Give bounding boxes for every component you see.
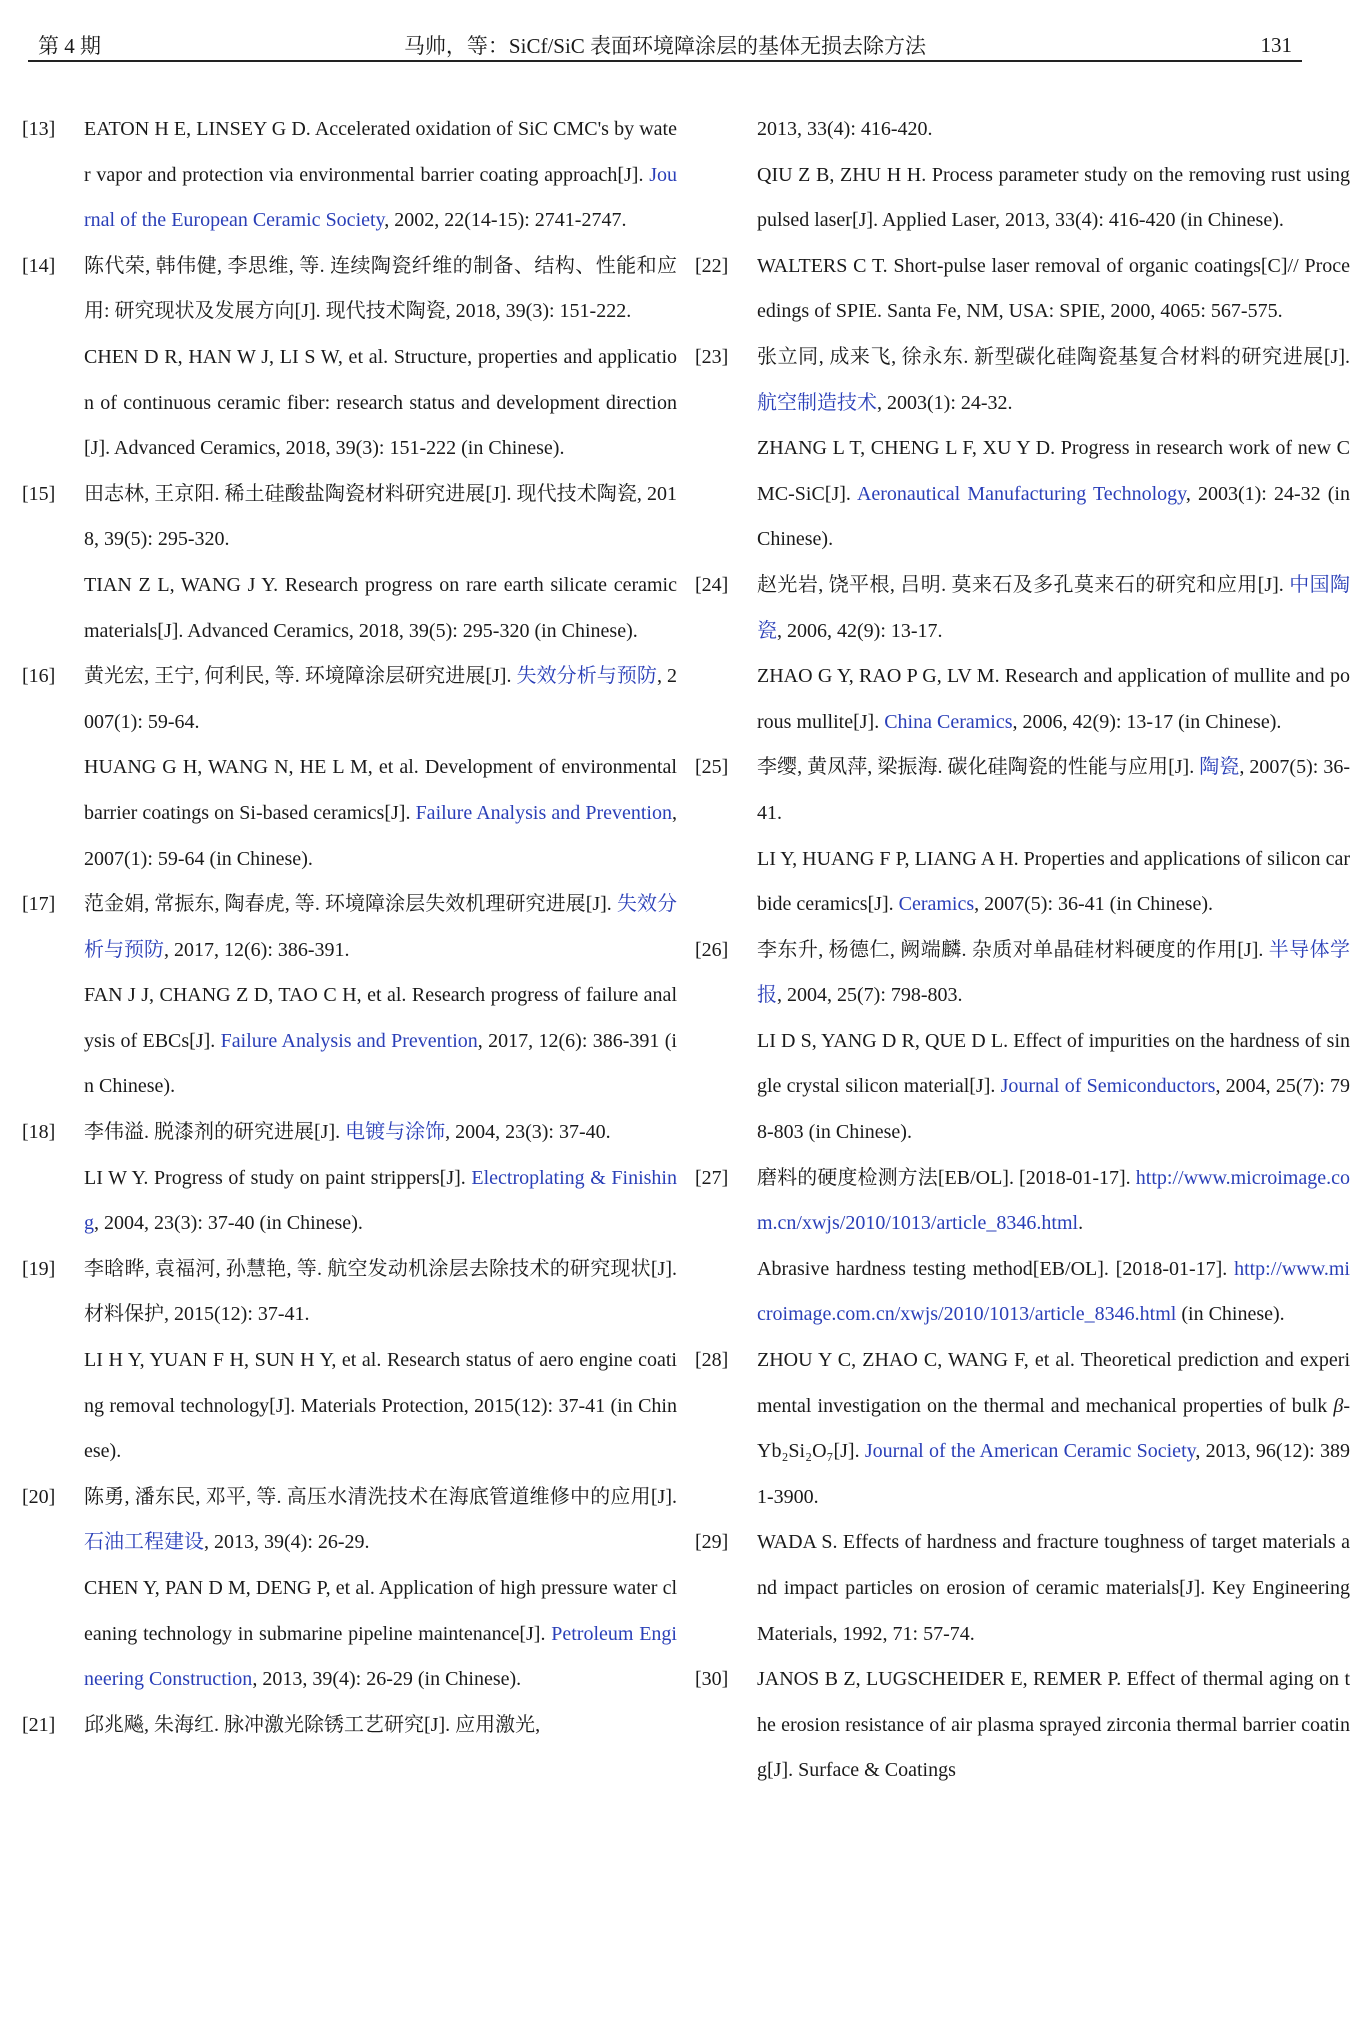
reference-entry bbox=[22, 472, 677, 654]
reference-number: [26] bbox=[695, 938, 729, 961]
issue-number: 第 4 期 bbox=[38, 34, 101, 58]
reference-entry bbox=[22, 1247, 677, 1475]
journal-link[interactable]: Journal of the European Ceramic Society bbox=[84, 163, 677, 232]
reference-entry bbox=[695, 745, 1350, 927]
reference-number: [21] bbox=[22, 1713, 56, 1736]
reference-text: WADA S. Effects of hardness and fracture toughness of target materials and impact particles on erosion of ceramic materials[J]. Key Engineering Materials, 1992, 71: 57-74. bbox=[757, 1531, 1350, 1645]
reference-entry bbox=[695, 244, 1350, 335]
reference-body bbox=[84, 107, 677, 244]
reference-number: [14] bbox=[22, 254, 56, 277]
journal-link[interactable]: 石油工程建设 bbox=[84, 1531, 204, 1554]
reference-text: 李东升, 杨德仁, 阙端麟. 杂质对单晶硅材料硬度的作用[J]. 半导体学报, 2004, 25(7): 798-803. bbox=[757, 938, 1350, 1007]
reference-text: 赵光岩, 饶平根, 吕明. 莫来石及多孔莫来石的研究和应用[J]. 中国陶瓷, 2006, 42(9): 13-17. bbox=[757, 573, 1350, 642]
reference-body bbox=[757, 1156, 1350, 1338]
reference-number: [15] bbox=[22, 482, 56, 505]
reference-entry bbox=[695, 1657, 1350, 1794]
reference-translation: ZHAO G Y, RAO P G, LV M. Research and application of mullite and porous mullite[J]. China Ceramics, 2006, 42(9): 13-17 (in Chinese). bbox=[757, 665, 1350, 733]
journal-link[interactable]: http://www.microimage.com.cn/xwjs/2010/1013/article_8346.html bbox=[757, 1166, 1350, 1235]
journal-link[interactable]: Failure Analysis and Prevention bbox=[415, 801, 672, 824]
reference-translation: LI H Y, YUAN F H, SUN H Y, et al. Research status of aero engine coating removal technology[J]. Materials Protection, 2015(12): 37-41 (in Chinese). bbox=[84, 1349, 677, 1463]
reference-entry bbox=[695, 335, 1350, 563]
reference-number: [25] bbox=[695, 756, 729, 779]
reference-number: [20] bbox=[22, 1485, 56, 1508]
reference-text: WALTERS C T. Short-pulse laser removal of organic coatings[C]// Proceedings of SPIE. Santa Fe, NM, USA: SPIE, 2000, 4065: 567-575. bbox=[757, 254, 1350, 323]
reference-number: [28] bbox=[695, 1349, 729, 1372]
journal-link[interactable]: http://www.microimage.com.cn/xwjs/2010/1013/article_8346.html bbox=[757, 1257, 1350, 1326]
reference-entry bbox=[22, 244, 677, 472]
reference-body bbox=[84, 1110, 677, 1247]
reference-number: [16] bbox=[22, 665, 56, 688]
reference-translation: HUANG G H, WANG N, HE L M, et al. Development of environmental barrier coatings on Si-based ceramics[J]. Failure Analysis and Prevention, 2007(1): 59-64 (in Chinese). bbox=[84, 756, 677, 870]
reference-text: 2013, 33(4): 416-420. bbox=[757, 118, 933, 140]
reference-text: 邱兆飚, 朱海红. 脉冲激光除锈工艺研究[J]. 应用激光, bbox=[84, 1713, 541, 1736]
reference-body bbox=[757, 244, 1350, 335]
reference-body bbox=[757, 928, 1350, 1156]
reference-text: 李伟溢. 脱漆剂的研究进展[J]. 电镀与涂饰, 2004, 23(3): 37-40. bbox=[84, 1121, 611, 1144]
reference-entry bbox=[695, 107, 1350, 244]
reference-number: [27] bbox=[695, 1166, 729, 1189]
running-header bbox=[0, 0, 1330, 62]
reference-entry bbox=[22, 882, 677, 1110]
reference-column-left bbox=[22, 107, 677, 1748]
journal-link[interactable]: Journal of Semiconductors bbox=[1000, 1075, 1216, 1098]
reference-number: [30] bbox=[695, 1668, 729, 1691]
reference-translation: CHEN Y, PAN D M, DENG P, et al. Application of high pressure water cleaning technology in submarine pipeline maintenance[J]. Petroleum Engineering Construction, 2013, 39(4): 26-29 (in Chinese). bbox=[84, 1577, 677, 1691]
reference-translation: FAN J J, CHANG Z D, TAO C H, et al. Research progress of failure analysis of EBCs[J]. Failure Analysis and Prevention, 2017, 12(6): 386-391 (in Chinese). bbox=[84, 984, 677, 1098]
reference-body bbox=[84, 1247, 677, 1475]
reference-body bbox=[757, 1338, 1350, 1520]
reference-text: 黄光宏, 王宁, 何利民, 等. 环境障涂层研究进展[J]. 失效分析与预防, 2007(1): 59-64. bbox=[84, 665, 678, 733]
reference-translation: CHEN D R, HAN W J, LI S W, et al. Structure, properties and application of continuous ceramic fiber: research status and development direction[J]. Advanced Ceramics, 2018, 39(3): 151-222 (in Chinese). bbox=[84, 345, 677, 460]
reference-text: 田志林, 王京阳. 稀土硅酸盐陶瓷材料研究进展[J]. 现代技术陶瓷, 2018, 39(5): 295-320. bbox=[84, 482, 677, 551]
reference-text: 磨料的硬度检测方法[EB/OL]. [2018-01-17]. http://www.microimage.com.cn/xwjs/2010/1013/article_8346.html. bbox=[757, 1166, 1350, 1235]
running-title: 马帅，等：SiCf/SiC 表面环境障涂层的基体无损去除方法 bbox=[403, 34, 927, 58]
reference-entry bbox=[695, 1520, 1350, 1657]
journal-link[interactable]: 中国陶瓷 bbox=[757, 573, 1350, 642]
journal-link[interactable]: 电镀与涂饰 bbox=[345, 1121, 446, 1144]
reference-translation: LI Y, HUANG F P, LIANG A H. Properties and applications of silicon carbide ceramics[J]. Ceramics, 2007(5): 36-41 (in Chinese). bbox=[757, 847, 1350, 916]
reference-body bbox=[84, 244, 677, 472]
journal-link[interactable]: 陶瓷 bbox=[1199, 756, 1240, 779]
reference-translation: QIU Z B, ZHU H H. Process parameter study on the removing rust using pulsed laser[J]. Applied Laser, 2013, 33(4): 416-420 (in Chinese). bbox=[757, 163, 1350, 232]
reference-text: 陈勇, 潘东民, 邓平, 等. 高压水清洗技术在海底管道维修中的应用[J]. 石油工程建设, 2013, 39(4): 26-29. bbox=[84, 1485, 677, 1554]
reference-text: 陈代荣, 韩伟健, 李思维, 等. 连续陶瓷纤维的制备、结构、性能和应用: 研究现状及发展方向[J]. 现代技术陶瓷, 2018, 39(3): 151-222. bbox=[84, 254, 677, 323]
journal-link[interactable]: Aeronautical Manufacturing Technology bbox=[856, 482, 1186, 505]
reference-body bbox=[757, 107, 1350, 244]
reference-number: [18] bbox=[22, 1121, 56, 1144]
journal-link[interactable]: China Ceramics bbox=[884, 710, 1013, 733]
reference-body bbox=[84, 1475, 677, 1703]
reference-body bbox=[84, 654, 677, 882]
reference-entry bbox=[695, 1338, 1350, 1520]
reference-body bbox=[757, 563, 1350, 745]
journal-link[interactable]: 失效分析与预防 bbox=[84, 893, 678, 961]
reference-entry bbox=[695, 563, 1350, 745]
reference-body bbox=[757, 1520, 1350, 1657]
reference-text: 李缨, 黄凤萍, 梁振海. 碳化硅陶瓷的性能与应用[J]. 陶瓷, 2007(5): 36-41. bbox=[757, 756, 1350, 824]
reference-column-right bbox=[695, 107, 1350, 1794]
journal-link[interactable]: Ceramics bbox=[898, 893, 975, 916]
journal-link[interactable]: 失效分析与预防 bbox=[516, 665, 657, 688]
journal-link[interactable]: 航空制造技术 bbox=[757, 391, 877, 414]
reference-translation: Abrasive hardness testing method[EB/OL]. [2018-01-17]. http://www.microimage.com.cn/xwjs/2010/1013/article_8346.html (in Chinese). bbox=[757, 1257, 1350, 1326]
reference-number: [23] bbox=[695, 345, 729, 368]
reference-text: JANOS B Z, LUGSCHEIDER E, REMER P. Effect of thermal aging on the erosion resistance of air plasma sprayed zirconia thermal barrier coating[J]. Surface & Coatings bbox=[757, 1668, 1350, 1782]
reference-body bbox=[84, 882, 677, 1110]
reference-entry bbox=[22, 107, 677, 244]
reference-entry bbox=[22, 654, 677, 882]
reference-number: [13] bbox=[22, 118, 56, 140]
journal-link[interactable]: Failure Analysis and Prevention bbox=[220, 1029, 478, 1052]
reference-entry bbox=[22, 1703, 677, 1749]
reference-number: [17] bbox=[22, 893, 56, 916]
reference-number: [29] bbox=[695, 1531, 729, 1554]
reference-body bbox=[84, 1703, 677, 1749]
reference-number: [22] bbox=[695, 254, 729, 277]
reference-text: ZHOU Y C, ZHAO C, WANG F, et al. Theoretical prediction and experimental investigation on the thermal and mechanical properties of bulk β-Yb₂Si₂O₇[J]. Journal of the American Ceramic Society, 2013, 96(12): 3891-3900. bbox=[757, 1349, 1350, 1508]
reference-translation: TIAN Z L, WANG J Y. Research progress on rare earth silicate ceramic materials[J]. Advanced Ceramics, 2018, 39(5): 295-320 (in Chinese). bbox=[84, 573, 677, 642]
reference-entry bbox=[695, 928, 1350, 1156]
reference-number: [24] bbox=[695, 573, 729, 596]
header-rule bbox=[28, 60, 1302, 62]
journal-link[interactable]: Petroleum Engineering Construction bbox=[84, 1622, 677, 1691]
reference-text: 张立同, 成来飞, 徐永东. 新型碳化硅陶瓷基复合材料的研究进展[J]. 航空制造技术, 2003(1): 24-32. bbox=[757, 345, 1350, 414]
reference-entry bbox=[22, 1110, 677, 1247]
reference-text: EATON H E, LINSEY G D. Accelerated oxidation of SiC CMC's by water vapor and protection via environmental barrier coating approach[J]. Journal of the European Ceramic Society, 2002, 22(14-15): 2741-2747. bbox=[84, 118, 677, 232]
reference-body bbox=[84, 472, 677, 654]
reference-body bbox=[757, 745, 1350, 927]
journal-link[interactable]: 半导体学报 bbox=[757, 938, 1350, 1007]
reference-translation: LI W Y. Progress of study on paint strippers[J]. Electroplating & Finishing, 2004, 23(3): 37-40 (in Chinese). bbox=[84, 1166, 677, 1235]
italic-symbol: β bbox=[1333, 1394, 1344, 1417]
reference-translation: LI D S, YANG D R, QUE D L. Effect of impurities on the hardness of single crystal silicon material[J]. Journal of Semiconductors, 2004, 25(7): 798-803 (in Chinese). bbox=[757, 1029, 1350, 1144]
reference-body bbox=[757, 335, 1350, 563]
reference-translation: ZHANG L T, CHENG L F, XU Y D. Progress in research work of new CMC-SiC[J]. Aeronautical Manufacturing Technology, 2003(1): 24-32 (in Chinese). bbox=[757, 437, 1350, 551]
reference-number: [19] bbox=[22, 1257, 56, 1280]
reference-entry bbox=[22, 1475, 677, 1703]
reference-text: 范金娟, 常振东, 陶春虎, 等. 环境障涂层失效机理研究进展[J]. 失效分析与预防, 2017, 12(6): 386-391. bbox=[84, 893, 678, 961]
reference-entry bbox=[695, 1156, 1350, 1338]
journal-link[interactable]: Electroplating & Finishing bbox=[84, 1166, 677, 1235]
page-number: 131 bbox=[1260, 33, 1292, 57]
journal-link[interactable]: Journal of the American Ceramic Society bbox=[864, 1440, 1196, 1463]
reference-body bbox=[757, 1657, 1350, 1794]
reference-text: 李晗晔, 袁福河, 孙慧艳, 等. 航空发动机涂层去除技术的研究现状[J]. 材料保护, 2015(12): 37-41. bbox=[84, 1257, 677, 1326]
